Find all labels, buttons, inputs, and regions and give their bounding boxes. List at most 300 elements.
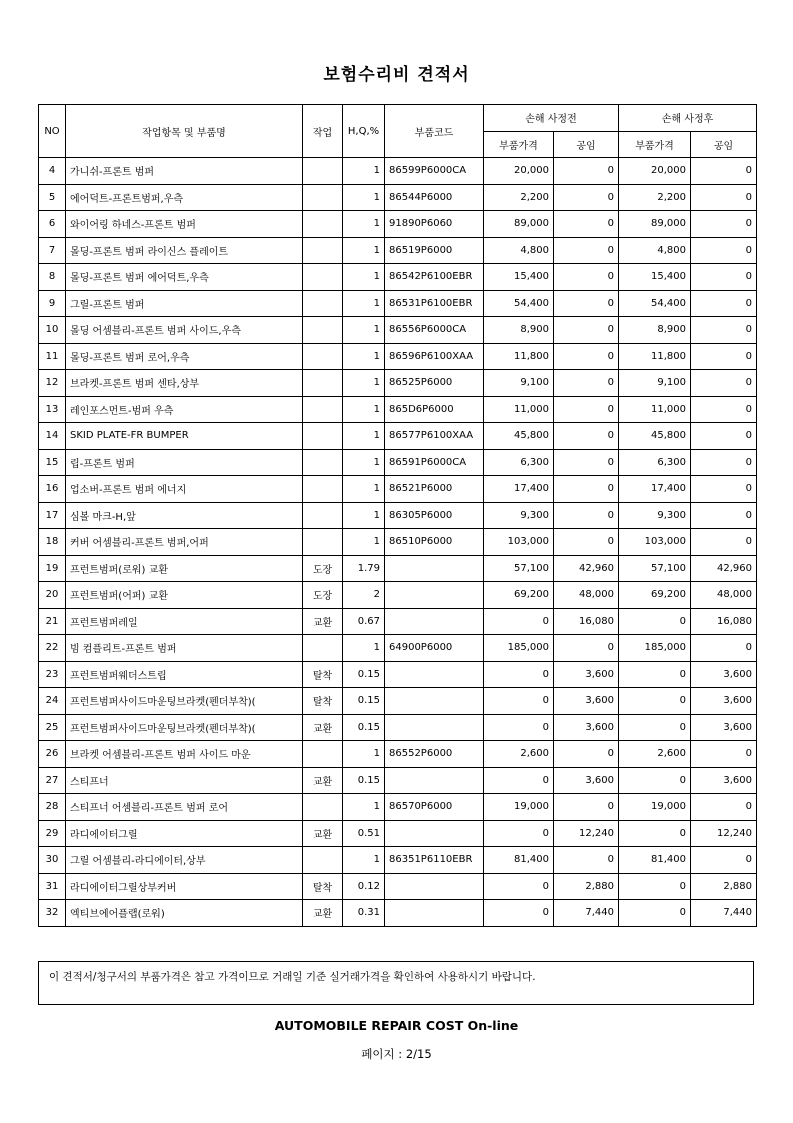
row-item-name: 몰딩 어셈블리-프론트 범퍼 사이드,우측 [66, 317, 303, 344]
row-labor-before: 0 [554, 741, 619, 768]
row-part-code: 86519P6000 [385, 237, 484, 264]
row-no: 4 [39, 158, 66, 185]
row-no: 25 [39, 714, 66, 741]
row-no: 16 [39, 476, 66, 503]
row-part-price-before: 0 [484, 873, 554, 900]
row-part-price-after: 0 [619, 873, 691, 900]
row-part-price-before: 89,000 [484, 211, 554, 238]
table-row [39, 688, 757, 715]
row-hq: 1 [343, 396, 385, 423]
row-labor-before: 0 [554, 264, 619, 291]
row-no: 22 [39, 635, 66, 662]
row-part-price-before: 0 [484, 661, 554, 688]
row-part-price-before: 9,300 [484, 502, 554, 529]
table-row [39, 847, 757, 874]
row-part-price-before: 9,100 [484, 370, 554, 397]
header-item: 작업항목 및 부품명 [66, 105, 303, 158]
row-hq: 1.79 [343, 555, 385, 582]
row-part-code [385, 820, 484, 847]
row-labor-before: 0 [554, 529, 619, 556]
row-labor-before: 0 [554, 158, 619, 185]
row-part-code [385, 900, 484, 927]
header-work: 작업 [303, 105, 343, 158]
row-item-name: 엑티브에어플랩(로워) [66, 900, 303, 927]
row-part-price-before: 69,200 [484, 582, 554, 609]
row-labor-after: 0 [691, 264, 757, 291]
row-part-code: 86570P6000 [385, 794, 484, 821]
row-work-type: 탈착 [303, 661, 343, 688]
row-no: 28 [39, 794, 66, 821]
row-part-price-after: 0 [619, 688, 691, 715]
page-number: 페이지 : 2/15 [361, 1047, 432, 1061]
header-part-price-after: 부품가격 [619, 131, 691, 158]
row-hq: 1 [343, 502, 385, 529]
row-labor-after: 0 [691, 211, 757, 238]
table-row [39, 873, 757, 900]
row-part-code: 865D6P6000 [385, 396, 484, 423]
row-part-price-after: 20,000 [619, 158, 691, 185]
table-row [39, 184, 757, 211]
row-work-type [303, 370, 343, 397]
row-part-code: 86577P6100XAA [385, 423, 484, 450]
row-part-code: 86305P6000 [385, 502, 484, 529]
row-labor-before: 0 [554, 476, 619, 503]
row-part-price-after: 0 [619, 820, 691, 847]
row-item-name: 프런트범퍼사이드마운팅브라켓(펜더부착)( [66, 688, 303, 715]
row-labor-before: 12,240 [554, 820, 619, 847]
table-row [39, 794, 757, 821]
header-labor-after: 공임 [691, 131, 757, 158]
row-work-type [303, 237, 343, 264]
row-work-type [303, 502, 343, 529]
header-no: NO [39, 105, 66, 158]
table-row [39, 237, 757, 264]
row-part-price-before: 20,000 [484, 158, 554, 185]
row-labor-before: 3,600 [554, 688, 619, 715]
row-labor-before: 42,960 [554, 555, 619, 582]
row-no: 30 [39, 847, 66, 874]
row-labor-after: 0 [691, 184, 757, 211]
row-labor-before: 3,600 [554, 714, 619, 741]
row-labor-before: 0 [554, 423, 619, 450]
row-labor-after: 12,240 [691, 820, 757, 847]
row-part-price-after: 9,100 [619, 370, 691, 397]
table-row [39, 476, 757, 503]
row-work-type [303, 529, 343, 556]
row-work-type: 도장 [303, 555, 343, 582]
notice-box [38, 961, 754, 1005]
row-part-code [385, 555, 484, 582]
estimate-table [38, 104, 757, 927]
row-item-name: 가니쉬-프론트 범퍼 [66, 158, 303, 185]
row-no: 8 [39, 264, 66, 291]
row-no: 32 [39, 900, 66, 927]
row-part-code: 86521P6000 [385, 476, 484, 503]
row-part-code: 86525P6000 [385, 370, 484, 397]
row-work-type [303, 449, 343, 476]
row-part-code: 86510P6000 [385, 529, 484, 556]
row-labor-after: 3,600 [691, 767, 757, 794]
row-part-price-before: 2,200 [484, 184, 554, 211]
table-row [39, 661, 757, 688]
row-hq: 1 [343, 264, 385, 291]
footer-title: AUTOMOBILE REPAIR COST On-line [274, 1018, 519, 1033]
row-labor-after: 0 [691, 158, 757, 185]
header-part-code: 부품코드 [385, 105, 484, 158]
row-hq: 0.15 [343, 767, 385, 794]
row-hq: 1 [343, 370, 385, 397]
row-hq: 1 [343, 635, 385, 662]
row-item-name: 브라켓 어셈블리-프론트 범퍼 사이드 마운 [66, 741, 303, 768]
row-hq: 1 [343, 290, 385, 317]
row-part-price-before: 45,800 [484, 423, 554, 450]
row-part-price-after: 11,000 [619, 396, 691, 423]
row-no: 17 [39, 502, 66, 529]
row-part-price-before: 11,000 [484, 396, 554, 423]
row-labor-before: 0 [554, 847, 619, 874]
row-hq: 1 [343, 847, 385, 874]
row-hq: 1 [343, 449, 385, 476]
row-no: 11 [39, 343, 66, 370]
row-part-price-before: 17,400 [484, 476, 554, 503]
row-work-type: 교환 [303, 820, 343, 847]
row-item-name: 심볼 마크-H,앞 [66, 502, 303, 529]
row-item-name: 프런트범퍼(로워) 교환 [66, 555, 303, 582]
row-labor-after: 0 [691, 847, 757, 874]
table-row [39, 423, 757, 450]
row-labor-after: 0 [691, 476, 757, 503]
table-row [39, 396, 757, 423]
row-part-price-before: 19,000 [484, 794, 554, 821]
row-part-price-after: 89,000 [619, 211, 691, 238]
row-part-code [385, 661, 484, 688]
row-part-price-after: 69,200 [619, 582, 691, 609]
row-part-price-before: 0 [484, 608, 554, 635]
row-labor-before: 2,880 [554, 873, 619, 900]
row-labor-before: 0 [554, 317, 619, 344]
row-part-price-after: 103,000 [619, 529, 691, 556]
row-work-type [303, 741, 343, 768]
header-before-assessment: 손해 사정전 [484, 105, 619, 132]
table-row [39, 635, 757, 662]
row-labor-after: 0 [691, 635, 757, 662]
table-row [39, 555, 757, 582]
row-part-price-before: 0 [484, 688, 554, 715]
table-row [39, 264, 757, 291]
row-hq: 0.15 [343, 688, 385, 715]
row-part-code: 64900P6000 [385, 635, 484, 662]
row-labor-after: 0 [691, 396, 757, 423]
row-item-name: 라디에이터그릴 [66, 820, 303, 847]
row-item-name: 빔 컴플리트-프론트 범퍼 [66, 635, 303, 662]
row-part-price-after: 15,400 [619, 264, 691, 291]
row-part-price-after: 6,300 [619, 449, 691, 476]
row-hq: 1 [343, 317, 385, 344]
row-part-price-before: 11,800 [484, 343, 554, 370]
row-labor-before: 3,600 [554, 767, 619, 794]
row-work-type [303, 476, 343, 503]
row-part-code: 86351P6110EBR [385, 847, 484, 874]
table-row [39, 370, 757, 397]
row-hq: 1 [343, 343, 385, 370]
row-part-price-before: 15,400 [484, 264, 554, 291]
row-labor-before: 0 [554, 237, 619, 264]
row-labor-after: 0 [691, 449, 757, 476]
row-labor-after: 0 [691, 502, 757, 529]
row-labor-before: 0 [554, 184, 619, 211]
row-item-name: 업소버-프론트 범퍼 에너지 [66, 476, 303, 503]
header-hq: H,Q,% [343, 105, 385, 158]
row-no: 26 [39, 741, 66, 768]
row-part-price-after: 54,400 [619, 290, 691, 317]
header-after-assessment: 손해 사정후 [619, 105, 757, 132]
row-work-type [303, 290, 343, 317]
row-work-type [303, 794, 343, 821]
row-hq: 1 [343, 529, 385, 556]
row-work-type [303, 158, 343, 185]
row-work-type: 탈착 [303, 688, 343, 715]
row-part-code: 91890P6060 [385, 211, 484, 238]
row-hq: 1 [343, 741, 385, 768]
row-labor-before: 16,080 [554, 608, 619, 635]
row-labor-after: 0 [691, 794, 757, 821]
table-row [39, 449, 757, 476]
row-work-type [303, 184, 343, 211]
row-hq: 1 [343, 158, 385, 185]
row-work-type [303, 635, 343, 662]
row-part-code: 86596P6100XAA [385, 343, 484, 370]
row-labor-after: 7,440 [691, 900, 757, 927]
row-part-price-after: 0 [619, 608, 691, 635]
row-part-price-before: 0 [484, 714, 554, 741]
row-labor-after: 3,600 [691, 714, 757, 741]
row-labor-after: 0 [691, 529, 757, 556]
row-part-price-after: 17,400 [619, 476, 691, 503]
table-row [39, 290, 757, 317]
row-part-price-before: 103,000 [484, 529, 554, 556]
row-work-type: 교환 [303, 714, 343, 741]
row-item-name: 몰딩-프론트 범퍼 에어덕트,우측 [66, 264, 303, 291]
row-no: 15 [39, 449, 66, 476]
row-hq: 0.15 [343, 661, 385, 688]
row-part-price-after: 185,000 [619, 635, 691, 662]
row-part-code: 86599P6000CA [385, 158, 484, 185]
row-part-code [385, 767, 484, 794]
row-hq: 0.31 [343, 900, 385, 927]
row-labor-before: 0 [554, 502, 619, 529]
row-labor-before: 0 [554, 635, 619, 662]
row-no: 19 [39, 555, 66, 582]
row-no: 9 [39, 290, 66, 317]
row-labor-after: 0 [691, 237, 757, 264]
row-part-price-after: 11,800 [619, 343, 691, 370]
row-part-price-after: 45,800 [619, 423, 691, 450]
row-labor-before: 0 [554, 449, 619, 476]
row-item-name: 몰딩-프론트 범퍼 로어,우측 [66, 343, 303, 370]
row-part-price-before: 2,600 [484, 741, 554, 768]
row-part-price-before: 81,400 [484, 847, 554, 874]
row-work-type [303, 343, 343, 370]
row-part-price-after: 2,600 [619, 741, 691, 768]
row-hq: 0.12 [343, 873, 385, 900]
row-part-price-before: 4,800 [484, 237, 554, 264]
row-part-code: 86544P6000 [385, 184, 484, 211]
row-part-code: 86556P6000CA [385, 317, 484, 344]
row-no: 10 [39, 317, 66, 344]
row-part-price-before: 8,900 [484, 317, 554, 344]
row-part-code: 86531P6100EBR [385, 290, 484, 317]
row-work-type [303, 396, 343, 423]
row-hq: 0.67 [343, 608, 385, 635]
row-no: 21 [39, 608, 66, 635]
row-part-price-after: 8,900 [619, 317, 691, 344]
row-no: 31 [39, 873, 66, 900]
estimate-rows [39, 158, 757, 927]
row-work-type [303, 423, 343, 450]
row-part-price-before: 0 [484, 900, 554, 927]
row-labor-after: 3,600 [691, 661, 757, 688]
row-part-price-after: 19,000 [619, 794, 691, 821]
row-item-name: 에어덕트-프론트범퍼,우측 [66, 184, 303, 211]
row-part-price-before: 6,300 [484, 449, 554, 476]
row-item-name: 프런트범퍼(어퍼) 교환 [66, 582, 303, 609]
table-row [39, 211, 757, 238]
row-labor-before: 0 [554, 343, 619, 370]
row-labor-after: 3,600 [691, 688, 757, 715]
row-part-price-after: 81,400 [619, 847, 691, 874]
row-labor-after: 0 [691, 370, 757, 397]
row-work-type [303, 264, 343, 291]
row-labor-after: 0 [691, 343, 757, 370]
row-part-price-after: 0 [619, 661, 691, 688]
row-labor-after: 48,000 [691, 582, 757, 609]
row-part-price-after: 9,300 [619, 502, 691, 529]
row-no: 29 [39, 820, 66, 847]
row-no: 13 [39, 396, 66, 423]
row-part-price-after: 57,100 [619, 555, 691, 582]
row-labor-after: 0 [691, 317, 757, 344]
row-part-price-after: 0 [619, 900, 691, 927]
row-work-type [303, 847, 343, 874]
row-labor-before: 0 [554, 290, 619, 317]
row-part-price-after: 0 [619, 714, 691, 741]
row-part-price-after: 2,200 [619, 184, 691, 211]
row-labor-before: 0 [554, 794, 619, 821]
row-hq: 1 [343, 184, 385, 211]
table-row [39, 741, 757, 768]
row-hq: 2 [343, 582, 385, 609]
row-item-name: 프런트범퍼사이드마운팅브라켓(펜더부착)( [66, 714, 303, 741]
row-part-code [385, 582, 484, 609]
row-item-name: 스티프너 [66, 767, 303, 794]
row-item-name: 레인포스먼트-범퍼 우측 [66, 396, 303, 423]
row-labor-before: 3,600 [554, 661, 619, 688]
row-item-name: 립-프론트 범퍼 [66, 449, 303, 476]
row-item-name: 커버 어셈블리-프론트 범퍼,어퍼 [66, 529, 303, 556]
table-row [39, 714, 757, 741]
table-row [39, 343, 757, 370]
row-work-type: 교환 [303, 608, 343, 635]
row-labor-after: 0 [691, 741, 757, 768]
row-part-code [385, 608, 484, 635]
table-row [39, 502, 757, 529]
row-item-name: SKID PLATE-FR BUMPER [66, 423, 303, 450]
row-item-name: 그릴 어셈블리-라디에이터,상부 [66, 847, 303, 874]
row-no: 6 [39, 211, 66, 238]
row-no: 14 [39, 423, 66, 450]
row-part-price-before: 57,100 [484, 555, 554, 582]
row-labor-after: 0 [691, 423, 757, 450]
row-no: 23 [39, 661, 66, 688]
row-part-code [385, 873, 484, 900]
row-labor-before: 48,000 [554, 582, 619, 609]
row-work-type: 교환 [303, 767, 343, 794]
notice-text: 이 견적서/청구서의 부품가격은 참고 가격이므로 거래일 기준 실거래가격을 확인하여 사용하시기 바랍니다. [49, 971, 536, 983]
row-no: 18 [39, 529, 66, 556]
table-row [39, 767, 757, 794]
row-no: 12 [39, 370, 66, 397]
row-item-name: 프런트범퍼웨더스트립 [66, 661, 303, 688]
header-labor-before: 공임 [554, 131, 619, 158]
row-part-price-after: 0 [619, 767, 691, 794]
row-work-type: 탈착 [303, 873, 343, 900]
row-no: 20 [39, 582, 66, 609]
row-item-name: 라디에이터그릴상부커버 [66, 873, 303, 900]
row-part-code [385, 688, 484, 715]
row-labor-before: 0 [554, 211, 619, 238]
table-row [39, 582, 757, 609]
row-labor-before: 0 [554, 370, 619, 397]
row-work-type: 교환 [303, 900, 343, 927]
row-part-code: 86552P6000 [385, 741, 484, 768]
table-row [39, 529, 757, 556]
row-work-type [303, 211, 343, 238]
row-item-name: 프런트범퍼레일 [66, 608, 303, 635]
row-labor-before: 0 [554, 396, 619, 423]
row-hq: 1 [343, 476, 385, 503]
row-hq: 1 [343, 237, 385, 264]
table-row [39, 900, 757, 927]
row-labor-after: 42,960 [691, 555, 757, 582]
table-row [39, 158, 757, 185]
table-row [39, 317, 757, 344]
row-part-price-before: 54,400 [484, 290, 554, 317]
row-part-price-after: 4,800 [619, 237, 691, 264]
row-work-type [303, 317, 343, 344]
row-part-code: 86542P6100EBR [385, 264, 484, 291]
row-item-name: 와이어링 하네스-프론트 범퍼 [66, 211, 303, 238]
row-hq: 0.51 [343, 820, 385, 847]
row-item-name: 브라켓-프론트 범퍼 센타,상부 [66, 370, 303, 397]
row-item-name: 그릴-프론트 범퍼 [66, 290, 303, 317]
header-part-price-before: 부품가격 [484, 131, 554, 158]
row-part-price-before: 185,000 [484, 635, 554, 662]
row-no: 5 [39, 184, 66, 211]
row-part-price-before: 0 [484, 767, 554, 794]
document-title: 보험수리비 견적서 [323, 65, 470, 85]
row-part-code: 86591P6000CA [385, 449, 484, 476]
row-labor-before: 7,440 [554, 900, 619, 927]
row-hq: 1 [343, 794, 385, 821]
row-hq: 0.15 [343, 714, 385, 741]
row-part-code [385, 714, 484, 741]
row-item-name: 스티프너 어셈블리-프론트 범퍼 로어 [66, 794, 303, 821]
table-row [39, 820, 757, 847]
row-no: 27 [39, 767, 66, 794]
row-part-price-before: 0 [484, 820, 554, 847]
table-row [39, 608, 757, 635]
row-item-name: 몰딩-프론트 범퍼 라이신스 플레이트 [66, 237, 303, 264]
